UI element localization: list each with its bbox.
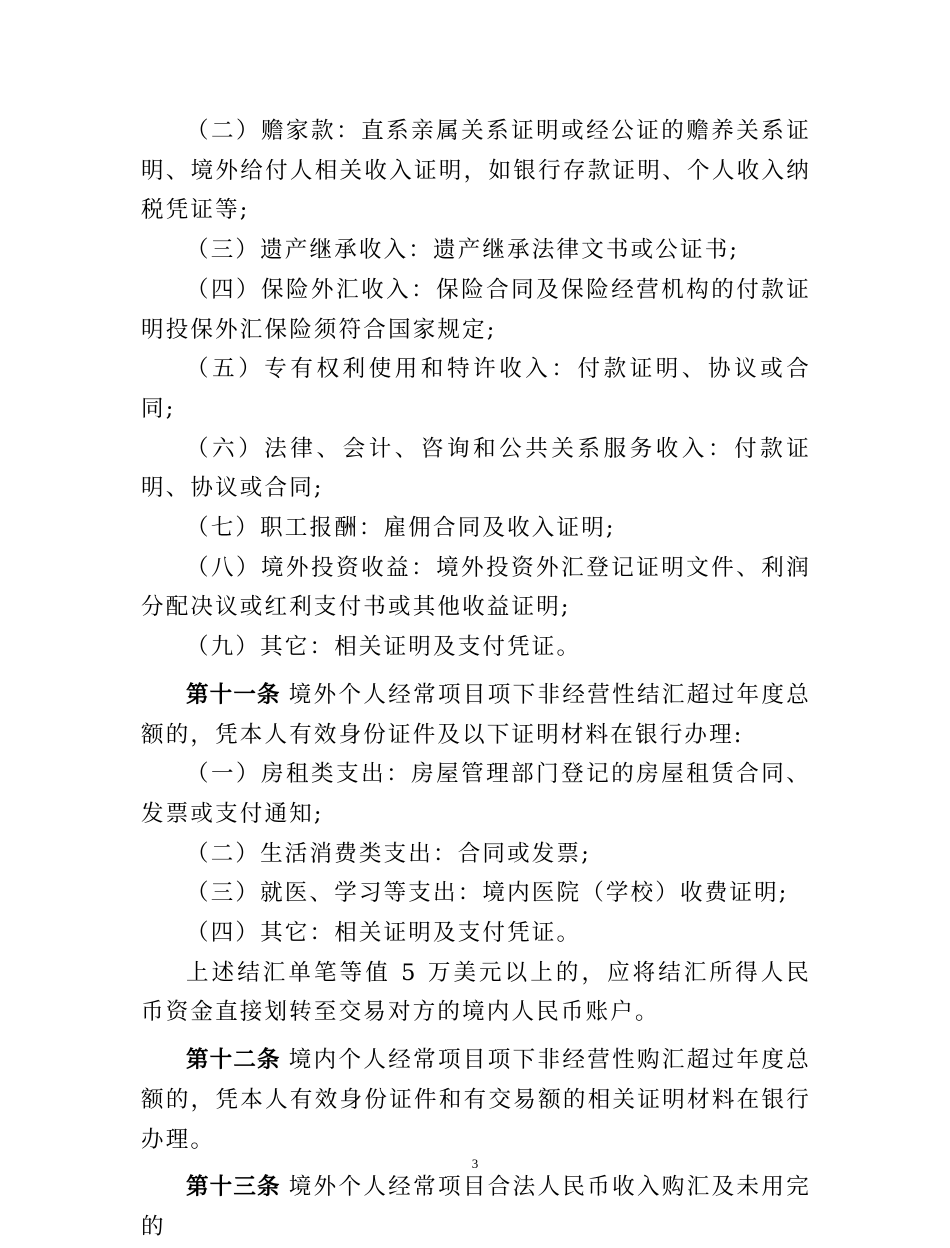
article-13 [141,1168,811,1247]
page-number: 3 [471,1156,479,1171]
paragraph-item-3-medical-study [141,874,811,914]
article-12 [141,1041,811,1160]
paragraph-text: （一）房租类支出：房屋管理部门登记的房屋租赁合同、发票或支付通知; [141,761,811,827]
paragraph-text: （三）遗产继承收入：遗产继承法律文书或公证书; [186,237,740,264]
paragraph-text: （六）法律、会计、咨询和公共关系服务收入：付款证明、协议或合同; [141,435,811,502]
paragraph-text: （五）专有权利使用和特许收入：付款证明、协议或合同; [141,356,811,422]
paragraph-text: 境外个人经常项目合法人民币收入购汇及未用完的 [141,1174,811,1240]
paragraph-text: （七）职工报酬：雇佣合同及收入证明; [186,515,616,542]
paragraph-item-4-insurance [141,271,811,350]
paragraph-item-4-other [141,914,811,954]
paragraph-text: 上述结汇单笔等值 5 万美元以上的，应将结汇所得人民币资金直接划转至交易对方的境内人民币账户。 [141,959,811,1026]
paragraph-text: （九）其它：相关证明及支付凭证。 [186,634,582,661]
article-heading: 第十一条 [186,681,281,708]
paragraph-item-2-family-support [141,112,811,231]
paragraph-text: （四）保险外汇收入：保险合同及保险经营机构的付款证明投保外汇保险须符合国家规定; [141,276,811,343]
article-heading: 第十二条 [186,1047,281,1074]
paragraph-text: （三）就医、学习等支出：境内医院（学校）收费证明; [186,880,789,907]
paragraph-settlement-note [141,954,811,1033]
article-heading: 第十三条 [186,1174,281,1201]
document-body [141,112,811,1248]
paragraph-item-1-rent [141,755,811,834]
paragraph-item-6-services [141,430,811,509]
paragraph-text: 境外个人经常项目项下非经营性结汇超过年度总额的，凭本人有效身份证件及以下证明材料在银行办理: [141,681,811,748]
paragraph-item-3-inheritance [141,231,811,271]
paragraph-text: （二）赡家款：直系亲属关系证明或经公证的赡养关系证明、境外给付人相关收入证明，如银行存款证明、个人收入纳税凭证等; [141,118,811,224]
paragraph-text: （四）其它：相关证明及支付凭证。 [186,920,582,947]
paragraph-text: （八）境外投资收益：境外投资外汇登记证明文件、利润分配决议或红利支付书或其他收益证明; [141,554,811,621]
paragraph-text: 境内个人经常项目项下非经营性购汇超过年度总额的，凭本人有效身份证件和有交易额的相关证明材料在银行办理。 [141,1047,811,1153]
paragraph-item-2-living-expenses [141,835,811,875]
paragraph-item-9-other [141,628,811,668]
article-11 [141,676,811,755]
paragraph-item-7-compensation [141,509,811,549]
paragraph-text: （二）生活消费类支出：合同或发票; [186,840,591,867]
paragraph-item-5-royalties [141,350,811,429]
paragraph-item-8-investment-income [141,549,811,628]
